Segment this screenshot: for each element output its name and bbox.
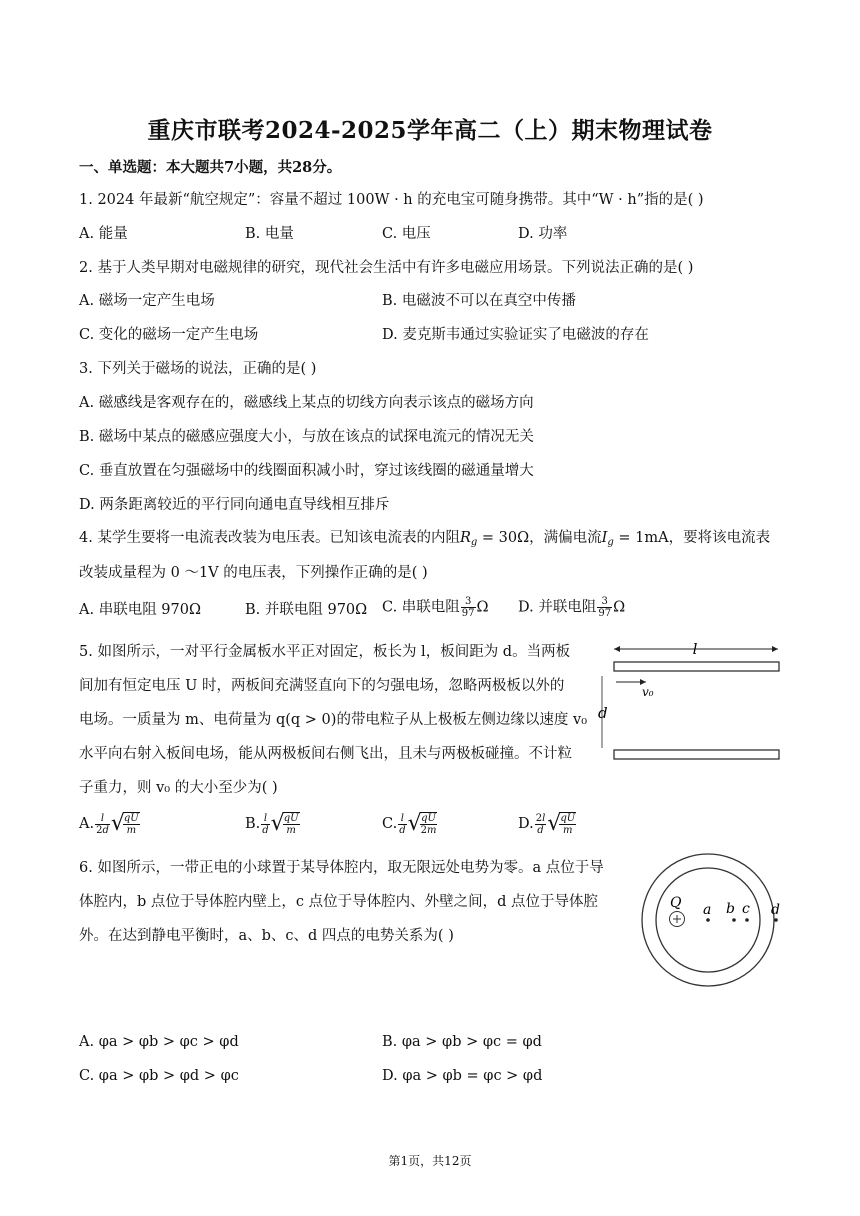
q3-option-d: D. 两条距离较近的平行同向通电直导线相互排斥 bbox=[79, 497, 390, 513]
q6-stem-line3: 外。在达到静电平衡时，a、b、c、d 四点的电势关系为( ) bbox=[79, 928, 454, 944]
q1-option-d: D. 功率 bbox=[518, 226, 568, 242]
q5-fig-label-v0: v₀ bbox=[642, 685, 654, 699]
q5-fig-label-l: l bbox=[692, 640, 698, 658]
q2-stem: 2. 基于人类早期对电磁规律的研究，现代社会生活中有许多电磁应用场景。下列说法正确的是( ) bbox=[79, 260, 694, 276]
q6-stem-line2: 体腔内，b 点位于导体腔内壁上，c 点位于导体腔内、外壁之间，d 点位于导体腔 bbox=[79, 894, 599, 910]
q5-option-a: A. $\frac{l}{2d}$ √ $\frac{qU}{m}$ bbox=[79, 811, 139, 836]
q2-option-d: D. 麦克斯韦通过实验证实了电磁波的存在 bbox=[382, 327, 649, 343]
q4-stem-line2: 改装成量程为 0 ～1V 的电压表，下列操作正确的是( ) bbox=[79, 565, 428, 581]
q4-d-fraction: $\frac{3}{97}$ bbox=[598, 596, 612, 619]
q5-stem-line1: 5. 如图所示，一对平行金属板水平正对固定，板长为 l，板间距为 d。当两板 bbox=[79, 644, 571, 660]
q6-fig-label-Q: Q bbox=[670, 895, 682, 911]
q1-stem: 1. 2024 年最新“航空规定”：容量不超过 100W · h 的充电宝可随身携带。其中“W · h”指的是( ) bbox=[79, 192, 704, 208]
q2-option-a: A. 磁场一定产生电场 bbox=[79, 293, 215, 309]
q4-c-fraction: $\frac{3}{97}$ bbox=[461, 596, 475, 619]
q6-option-a: A. φa > φb > φc > φd bbox=[79, 1034, 239, 1050]
page-footer: 第1页，共12页 bbox=[388, 1154, 472, 1168]
q6-fig-label-a: a bbox=[703, 902, 712, 918]
q6-fig-label-b: b bbox=[726, 901, 735, 917]
q5-parallel-plates-figure bbox=[598, 638, 786, 768]
q4-option-a: A. 串联电阻 970Ω bbox=[79, 602, 201, 618]
q4-option-d: D. 并联电阻 $\frac{3}{97}$ Ω bbox=[518, 596, 626, 619]
page-title: 重庆市联考2024-2025学年高二（上）期末物理试卷 bbox=[147, 117, 713, 144]
q1-option-b: B. 电量 bbox=[245, 226, 294, 242]
q6-conductor-cavity-figure bbox=[628, 852, 818, 988]
q2-option-b: B. 电磁波不可以在真空中传播 bbox=[382, 293, 576, 309]
q6-stem-line1: 6. 如图所示，一带正电的小球置于某导体腔内，取无限远处电势为零。a 点位于导 bbox=[79, 860, 604, 876]
q6-option-b: B. φa > φb > φc = φd bbox=[382, 1034, 542, 1050]
q6-option-c: C. φa > φb > φd > φc bbox=[79, 1068, 239, 1084]
q5-stem-line3: 电场。一质量为 m、电荷量为 q(q > 0)的带电粒子从上极板左侧边缘以速度 v₀ bbox=[79, 712, 588, 728]
q4-option-c: C. 串联电阻 $\frac{3}{97}$ Ω bbox=[382, 596, 489, 619]
q5-option-d: D. $\frac{2l}{d}$ √ $\frac{qU}{m}$ bbox=[518, 811, 576, 836]
q6-fig-label-c: c bbox=[742, 901, 750, 917]
q2-option-c: C. 变化的磁场一定产生电场 bbox=[79, 327, 259, 343]
q5-option-c: C. $\frac{l}{d}$ √ $\frac{qU}{2m}$ bbox=[382, 811, 437, 836]
q5-option-b: B. $\frac{l}{d}$ √ $\frac{qU}{m}$ bbox=[245, 811, 299, 836]
q5-stem-line5: 子重力，则 v₀ 的大小至少为( ) bbox=[79, 780, 278, 796]
q4-option-b: B. 并联电阻 970Ω bbox=[245, 602, 368, 618]
q6-option-d: D. φa > φb = φc > φd bbox=[382, 1068, 543, 1084]
q6-fig-label-d: d bbox=[771, 902, 780, 918]
q3-option-b: B. 磁场中某点的磁感应强度大小，与放在该点的试探电流元的情况无关 bbox=[79, 429, 534, 445]
q1-option-a: A. 能量 bbox=[79, 226, 128, 242]
q1-option-c: C. 电压 bbox=[382, 226, 431, 242]
q4-stem-line1: 4. 某学生要将一电流表改装为电压表。已知该电流表的内阻$R_g = 30\Omega$，满偏电流$I_g = 1mA$，要将该电流表 bbox=[79, 530, 771, 548]
q3-option-c: C. 垂直放置在匀强磁场中的线圈面积减小时，穿过该线圈的磁通量增大 bbox=[79, 463, 534, 479]
q5-stem-line4: 水平向右射入板间电场，能从两极板间右侧飞出，且未与两极板碰撞。不计粒 bbox=[79, 746, 572, 762]
q3-stem: 3. 下列关于磁场的说法，正确的是( ) bbox=[79, 361, 317, 377]
q3-option-a: A. 磁感线是客观存在的，磁感线上某点的切线方向表示该点的磁场方向 bbox=[79, 395, 534, 411]
q5-fig-label-d: d bbox=[598, 704, 608, 722]
q5-stem-line2: 间加有恒定电压 U 时，两板间充满竖直向下的匀强电场，忽略两极板以外的 bbox=[79, 678, 565, 694]
section-heading: 一、单选题：本大题共7小题，共28分。 bbox=[79, 159, 342, 176]
